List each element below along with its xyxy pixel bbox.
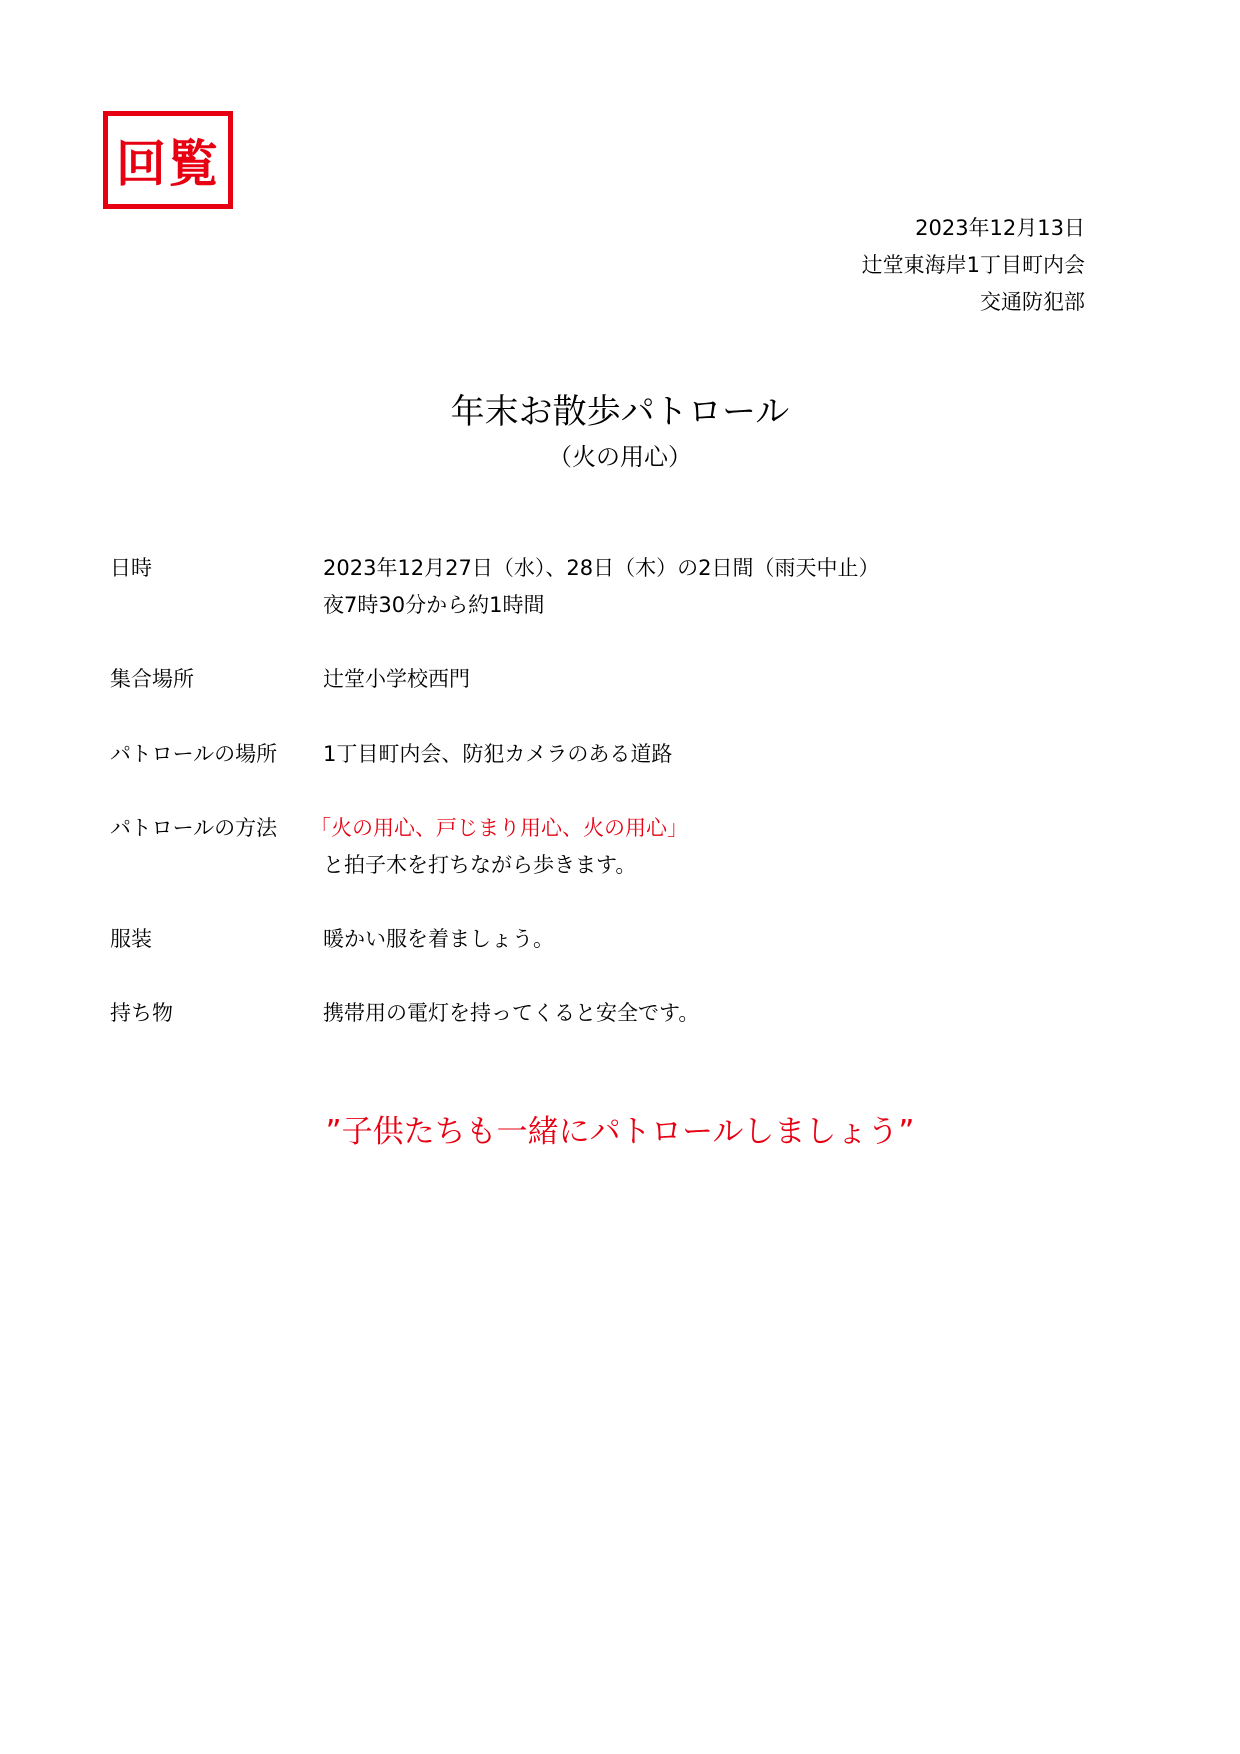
detail-label: 服装 <box>110 927 152 951</box>
detail-label: パトロールの方法 <box>110 816 278 840</box>
datetime-line-2: 夜7時30分から約1時間 <box>323 593 545 617</box>
patrol-call-phrase: 「火の用心、戸じまり用心、火の用心」 <box>310 816 688 840</box>
closing-message: ”子供たちも一緒にパトロールしましょう” <box>325 1114 915 1150</box>
page-title: 年末お散歩パトロール <box>450 392 790 432</box>
document-header <box>862 210 1085 321</box>
detail-value: 1丁目町内会、防犯カメラのある道路 <box>323 742 673 766</box>
detail-value <box>323 550 1103 624</box>
detail-value: 暖かい服を着ましょう。 <box>323 927 554 951</box>
detail-label: 持ち物 <box>110 1001 173 1025</box>
detail-value <box>310 810 1090 884</box>
page-subtitle: （火の用心） <box>548 443 692 471</box>
detail-label: パトロールの場所 <box>110 742 278 766</box>
issue-date: 2023年12月13日 <box>915 216 1085 240</box>
patrol-method-description: と拍子木を打ちながら歩きます。 <box>323 853 637 877</box>
detail-label: 日時 <box>110 556 152 580</box>
detail-value: 携帯用の電灯を持ってくると安全です。 <box>323 1001 700 1025</box>
circulation-stamp <box>103 111 233 209</box>
stamp-text: 回覧 <box>116 135 220 193</box>
department-name: 交通防犯部 <box>980 290 1085 314</box>
detail-value: 辻堂小学校西門 <box>323 667 470 691</box>
organization-name: 辻堂東海岸1丁目町内会 <box>861 253 1085 277</box>
detail-label: 集合場所 <box>110 667 194 691</box>
datetime-line-1: 2023年12月27日（水）、28日（木）の2日間（雨天中止） <box>323 556 880 580</box>
